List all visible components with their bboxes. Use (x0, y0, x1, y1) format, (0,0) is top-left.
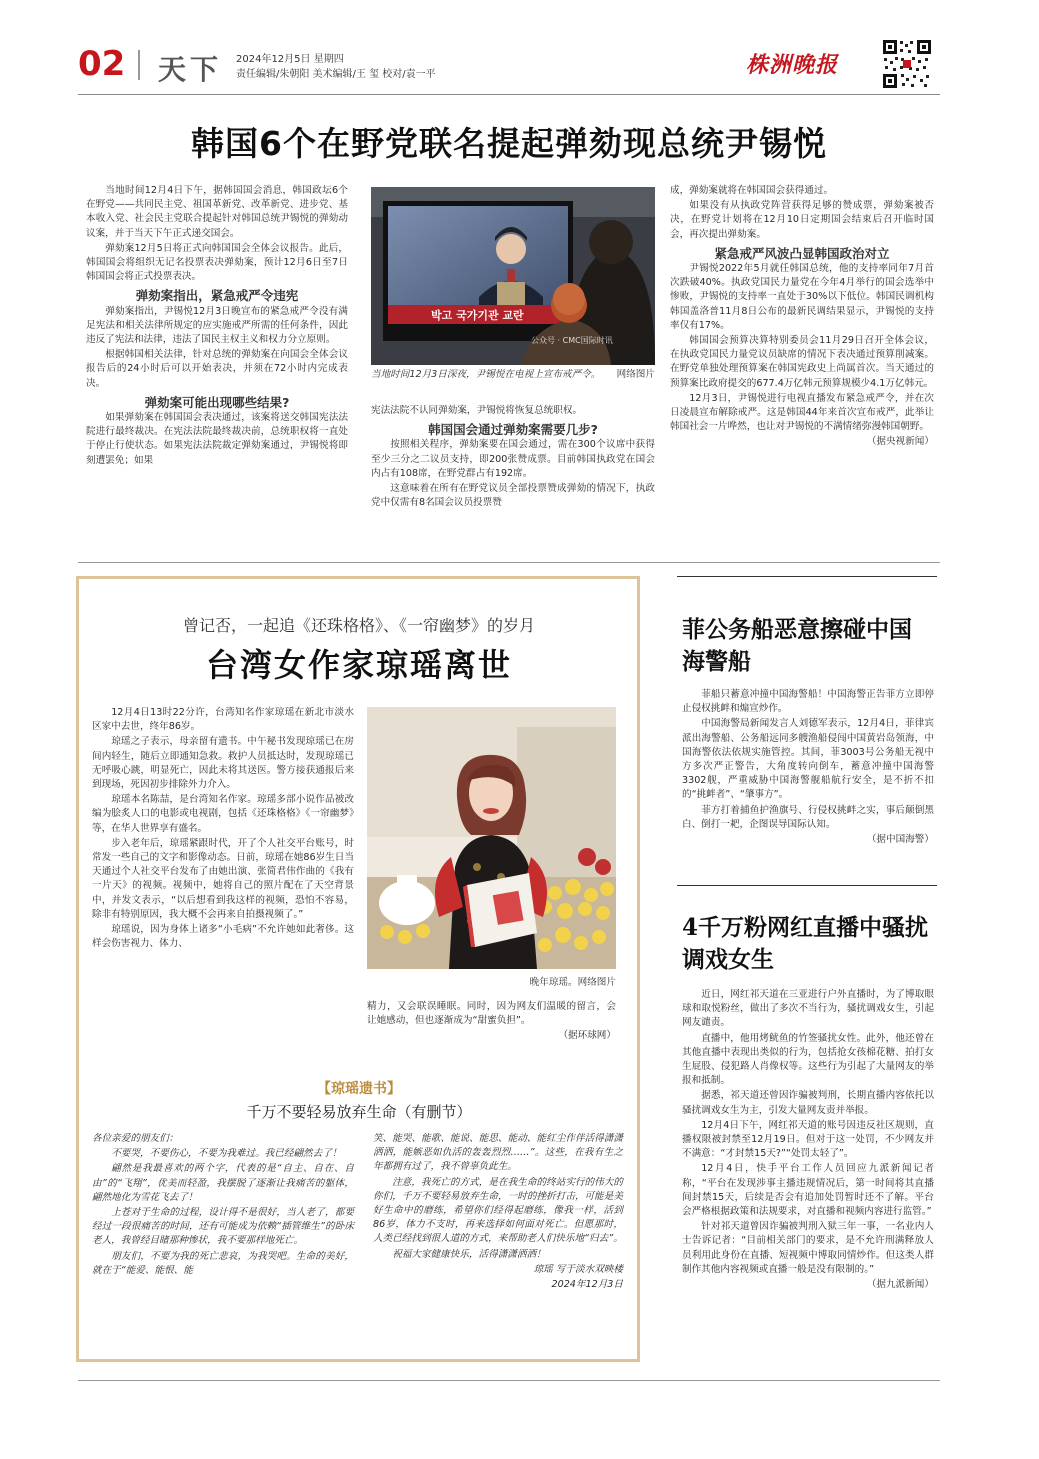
paragraph: 据悉，祁天道还曾因诈骗被判刑，长期直播内容依托以骚扰调戏女生为主，引发大量网友责并举报。 (682, 1090, 934, 1116)
paragraph: 翩然是我最喜欢的两个字，代表的是“自主、自在、自由”的“飞翔”，优美而轻盈，我摆脱了逐渐让我痛苦的躯体，翩然地化为雪花飞去了！ (92, 1163, 354, 1203)
article1-column-2 (371, 404, 655, 511)
photo-watermark: 公众号 · CMC国际时讯 (531, 336, 613, 345)
header-divider (138, 50, 140, 80)
paragraph: 12月4日，快手平台工作人员回应九派新闻记者称，“平台在发现涉事主播违规情况后，第一时间将其直播间封禁15天，后续是否会有追加处罚暂时还不了解。平台会严格根据政策和法规要求，对直播和视频内容进行监管。” (682, 1163, 934, 1218)
paragraph: 12月4日13时22分许，台湾知名作家琼瑶在新北市淡水区家中去世，终年86岁。 (92, 707, 354, 733)
paragraph: 精力，又会联误睡眠。同时，因为网友们温暖的留言，会让她感动，但也逐渐成为“甜蜜负担”。 (367, 1001, 616, 1027)
section-name: 天下 (158, 53, 223, 86)
subheading: 紧急戒严风波凸显韩国政治对立 (714, 245, 890, 261)
article2-kicker: 曾记否，一起追《还珠格格》、《一帘幽梦》的岁月 (182, 616, 535, 635)
paragraph: 朋友们，不要为我的死亡悲哀，为我哭吧。生命的美好，就在于“能爱、能恨、能 (92, 1250, 354, 1276)
article2-column-1 (92, 706, 354, 952)
paragraph: 中国海警局新闻发言人刘德军表示，12月4日，菲律宾派出海警船、公务船远同多艘渔船侵闯中国黄岩岛领海，中国海警依法依规实施管控。其间，菲3003号公务船无视中方多次严正警告，大角度转向倒车，蓄意冲撞中国海警3302舰，严重威胁中国海警舰船航行安全，是不折不扣的“挑衅者”、“肇事方”。 (682, 718, 934, 801)
article1-column-1 (86, 184, 348, 469)
paragraph: 菲方打着捕鱼护渔旗号、行侵权挑衅之实，事后颠倒黑白、倒打一耙，企图误导国际认知。 (682, 804, 934, 830)
paragraph: 成，弹劾案就将在韩国国会获得通过。 (670, 185, 834, 196)
page-header (78, 40, 940, 92)
paragraph: 弹劾案指出，尹锡悦12月3日晚宣布的紧急戒严令没有满足宪法和相关法律所规定的应实施戒严所需的任何条件，因此违反了宪法和法律，违法了国民主权主义和权力分立原则。 (86, 305, 348, 346)
paragraph: 如果没有从执政党阵营获得足够的赞成票，弹劾案被否决，在野党计划将在12月10日定期国会结束后召开临时国会，再次提出弹劾案。 (670, 200, 934, 240)
article3-top-rule (677, 576, 937, 577)
paragraph: 琼瑶说，因为身体上诸多“小毛病”不允许她如此奢侈。这样会伤害视力、体力、 (92, 924, 354, 950)
paragraph: 12月4日下午，网红祁天道的账号因违反社区规则，直播权限被封禁至12月19日。但对于这一处罚，不少网友并不满意：“才封禁15天?”“处罚太轻了”。 (682, 1119, 934, 1160)
article2-photo (367, 707, 616, 969)
article4-headline: 4千万粉网红直播中骚扰调戏女生 (682, 914, 929, 973)
article1-photo-caption (371, 368, 655, 382)
article3-body (682, 688, 934, 848)
article4-top-rule (677, 885, 937, 886)
footer-rule (78, 1380, 940, 1381)
paragraph: 尹锡悦2022年5月就任韩国总统，他的支持率同年7月首次跌破40%。执政党国民力量党在今年4月举行的国会选举中惨败，尹锡悦的支持率一直处于30%以下低位。韩国民调机构韩国盖洛普11月8日公布的最新民调结果显示，尹锡悦的支持率仅有17%。 (670, 263, 934, 331)
tv-banner-text: 박고 국가기관 교란 (431, 309, 524, 322)
paragraph: 各位亲爱的朋友们： (92, 1133, 179, 1144)
paragraph: 祝福大家健康快乐，活得潇潇洒洒！ (392, 1248, 546, 1260)
paragraph: 直播中，他用烤鱿鱼的竹签骚扰女性。此外，他还曾在其他直播中表现出类似的行为，包括抢女孩棉花糖、拍打女生屁股、侵犯路人肖像权等。这些行为引起了大量网友的举报和抵制。 (682, 1032, 934, 1087)
photo-caption-text: 当地时间12月3日深夜，尹锡悦在电视上宣布戒严令。 (371, 369, 601, 380)
paragraph: 近日，网红祁天道在三亚进行户外直播时，为了博取眼球和取悦粉丝，做出了多次不当行为，骚扰调戏女生，引起网友谴责。 (682, 989, 934, 1029)
paragraph: 宪法法院不认同弹劾案，尹锡悦将恢复总统职权。 (371, 405, 583, 416)
subheading: 韩国国会通过弹劾案需要几步? (428, 422, 598, 438)
article2-headline: 台湾女作家琼瑶离世 (205, 646, 512, 684)
paragraph: 琼瑶本名陈喆，是台湾知名作家。琼瑶多部小说作品被改编为脍炙人口的电影或电视剧，包括《还珠格格》《一帘幽梦》等，在华人世界享有盛名。 (92, 794, 354, 834)
paragraph: 针对祁天道曾因诈骗被判刑入狱三年一事，一名业内人士告诉记者：“目前相关部门的要求，是不允许刑满释放人员利用此身份在直播、短视频中博取同情炒作。但这类人群制作其他内容视频或直播一般是没有限制的。” (682, 1221, 934, 1275)
subheading: 弹劾案可能出现哪些结果? (144, 394, 290, 410)
paragraph: 弹劾案12月5日将正式向韩国国会全体会议报告。此后，韩国国会将组织无记名投票表决弹劾案，预计12月6日至7日韩国国会将正式投票表决。 (86, 242, 348, 283)
article4-body (682, 988, 934, 1293)
paragraph: 韩国国会预算决算特别委员会11月29日召开全体会议，在执政党国民力量党议员缺席的情况下表决通过预算削减案。在野党单独处理预算案在韩国宪政史上尚属首次。当天通过的预算案比政府提交的677.4万亿韩元预算规模少4.1万亿韩元。 (670, 335, 934, 389)
paragraph: 琼瑶之子表示，母亲留有遗书。中午秘书发现琼瑶已在房间内轻生，随后立即通知急救。救护人员抵达时，发现琼瑶已无呼吸心跳，明显死亡，因此未将其送医。警方接获通报后来到现场，死因初步排除外力介入。 (92, 736, 354, 791)
paragraph: 按照相关程序，弹劾案要在国会通过，需在300个议席中获得至少三分之二议员支持，即200张赞成票。目前韩国执政党在国会内占有108席，在野党群占有192席。 (371, 439, 655, 479)
paragraph: 如果弹劾案在韩国国会表决通过，该案将送交韩国宪法法院进行最终裁决。在宪法法院最终裁决前，总统职权将一直处于停止行使状态。如果宪法法院裁定弹劾案通过，尹锡悦将即刻遭罢免；如果 (86, 412, 348, 466)
source-note: 2024年12月3日 (551, 1279, 623, 1291)
date-line: 2024年12月5日 星期四 (236, 54, 344, 65)
paragraph: 注意，我死亡的方式，是在我生命的终站实行的伟大的你们，千万不要轻易放弃生命，一时的挫折打击，可能是美好生命中的磨练，希望你们经得起磨练，像我一样，活到86岁，体力不支时，再来选择如何面对死亡。但愿那时，人类已经找到很人道的方式，来帮助老人们快乐地“归去”。 (373, 1176, 623, 1245)
qr-code-icon (881, 38, 933, 90)
article2-photo-caption: 晚年琼瑶。网络图片 (529, 977, 616, 988)
paragraph: 当地时间12月4日下午，据韩国国会消息，韩国政坛6个在野党——共同民主党、祖国革新党、改革新党、进步党、基本收入党、社会民主党联合提起针对韩国总统尹锡悦的弹劾动议案，并于当天下午正式递交国会。 (86, 185, 348, 239)
letter-column-2 (373, 1132, 623, 1293)
paragraph: 根据韩国相关法律，针对总统的弹劾案在向国会全体会议报告后的24小时后可以开始表决，并须在72小时内完成表决。 (86, 349, 348, 389)
paragraph: 不要哭，不要伤心，不要为我难过。我已经翩然去了！ (111, 1148, 342, 1160)
source-note: （据中国海警） (866, 834, 934, 846)
paper-logo: 株洲晚报 (746, 52, 839, 78)
paragraph: 步入老年后，琼瑶紧跟时代，开了个人社交平台账号，时常发一些自己的文字和影像动态。日前，琼瑶在她86岁生日当天通过个人社交平台发布了由她出演、张简君伟作曲的《我有一片天》的视频。视频中，她将自己的照片配在了天空背景中，并发文表示，“以后想看到我这样的视频，恐怕不容易，除非有特别原因，我大概不会再来自拍摄视频了。” (92, 837, 354, 920)
source-note: （据央视新闻） (866, 436, 934, 448)
letter-column-1 (92, 1132, 354, 1279)
article1-headline: 韩国6个在野党联名提起弹劾现总统尹锡悦 (191, 124, 827, 163)
letter-tag: 【琼瑶遗书】 (317, 1081, 401, 1097)
source-note: 琼瑶 写于淡水双映楼 (533, 1263, 623, 1275)
paragraph: 上苍对于生命的过程，设计得不是很好，当人老了，都要经过一段很痛苦的时间，还有可能成为依赖“插管维生”的卧床老人，我曾经目睹那种惨状，我不要那样地死亡。 (92, 1207, 354, 1247)
article1-bottom-rule (78, 562, 940, 563)
paragraph: 12月3日，尹锡悦进行电视直播发布紧急戒严令，并在次日凌晨宣布解除戒严。这是韩国44年来首次宣布戒严，此举让韩国社会一片哗然，也让对尹锡悦的不满情绪弥漫韩国朝野。 (670, 392, 934, 433)
paragraph: 这意味着在所有在野党议员全部投票赞成弹劾的情况下，执政党中仅需有8名国会议员投票赞 (371, 483, 655, 509)
editors-line: 责任编辑/朱朝阳 美术编辑/王 玺 校对/袁一平 (236, 69, 436, 80)
paragraph: 菲船只蓄意冲撞中国海警船！中国海警正告菲方立即停止侵权挑衅和煽宣炒作。 (682, 689, 934, 715)
article1-photo (371, 187, 655, 365)
page-number: 02 (78, 44, 126, 84)
paragraph: 笑、能哭、能歌、能说、能思、能动、能红尘作伴活得潇潇洒洒，能嫉恶如仇活的轰轰烈烈……”。这些，在我有生之年都拥有过了，我不曾辜负此生。 (373, 1133, 623, 1173)
article3-headline: 菲公务船恶意擦碰中国海警船 (682, 616, 912, 675)
source-note: （据环球网） (558, 1030, 616, 1042)
subheading: 弹劾案指出，紧急戒严令违宪 (135, 288, 299, 304)
letter-title: 千万不要轻易放弃生命（有删节） (246, 1103, 472, 1121)
article1-column-3 (670, 184, 934, 451)
source-note: （据九派新闻） (866, 1279, 934, 1291)
header-rule (78, 94, 940, 95)
article2-column-2 (367, 1000, 616, 1045)
photo-credit: 网络图片 (616, 369, 655, 380)
